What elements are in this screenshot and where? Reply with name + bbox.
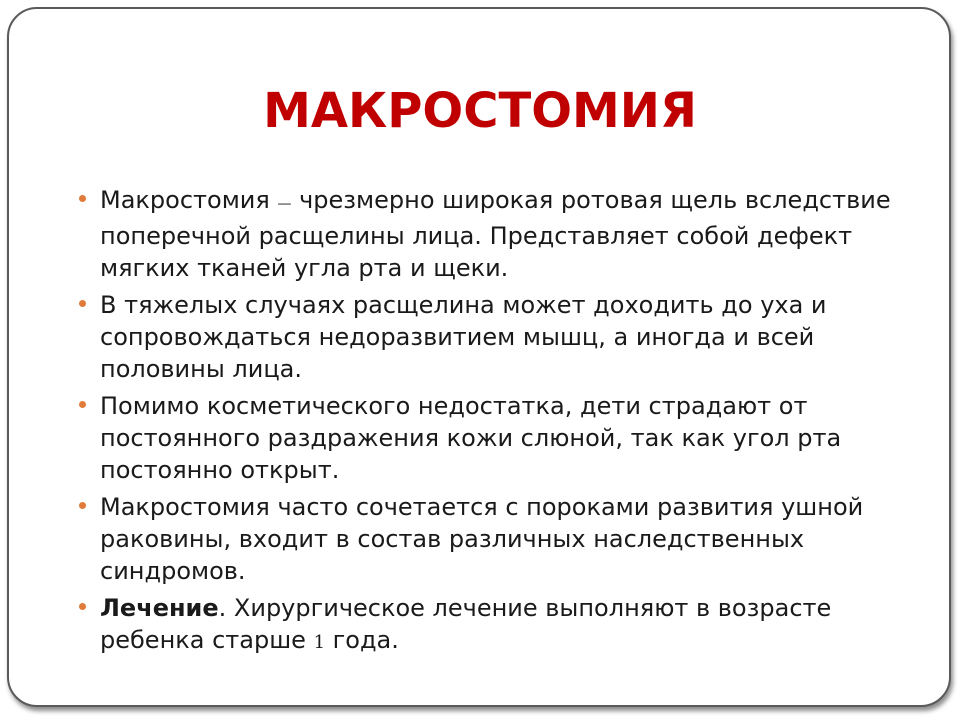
treatment-term: Лечение <box>100 594 219 622</box>
list-item <box>76 491 906 587</box>
bullet-text-end: года. <box>325 626 399 654</box>
slide-title: МАКРОСТОМИЯ <box>263 83 697 139</box>
list-item <box>76 184 906 284</box>
bullet-dot-icon <box>79 603 86 610</box>
bullet-text: В тяжелых случаях расщелина может доходить до уха и сопровождаться недоразвитием мышц, а иногда и всей половины лица. <box>100 291 827 383</box>
bullet-dot-icon <box>79 195 86 202</box>
bullet-dot-icon <box>79 401 86 408</box>
bullet-dot-icon <box>79 300 86 307</box>
bullet-text: . Хирургическое лечение выполняют в возрасте ребенка старше <box>100 594 832 654</box>
list-item <box>76 390 906 486</box>
bullet-lead: Макростомия <box>100 186 278 214</box>
age-number: 1 <box>313 632 326 653</box>
list-item <box>76 592 906 659</box>
em-dash: — <box>277 196 292 212</box>
bullet-list <box>76 184 906 664</box>
bullet-text: Макростомия часто сочетается с пороками развития ушной раковины, входит в состав различных наследственных синдромов. <box>100 493 864 585</box>
list-item <box>76 289 906 385</box>
bullet-text: Помимо косметического недостатка, дети страдают от постоянного раздражения кожи слюной, так как угол рта постоянно открыт. <box>100 392 842 484</box>
bullet-dot-icon <box>79 502 86 509</box>
bullet-text: чрезмерно широкая ротовая щель вследствие поперечной расщелины лица. Представляет собой дефект мягких тканей угла рта и щеки. <box>100 186 891 282</box>
